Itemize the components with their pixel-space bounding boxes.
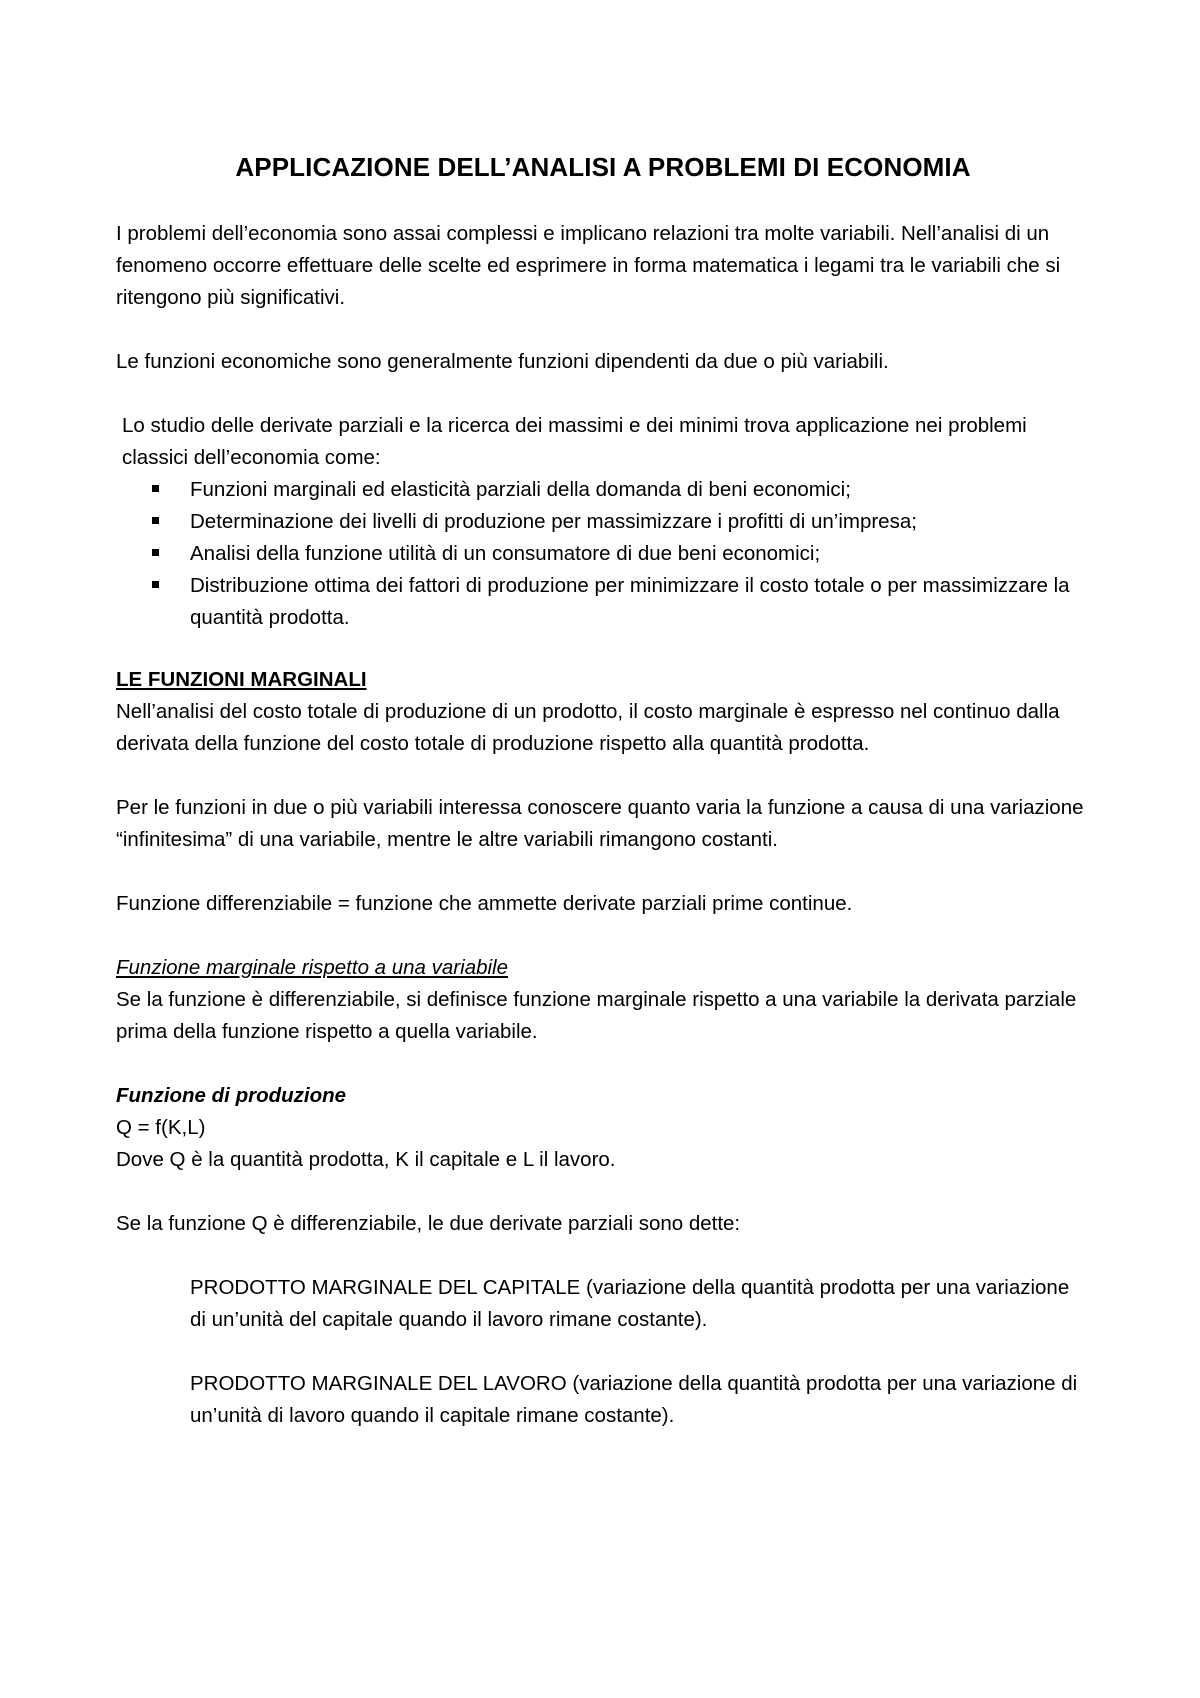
- list-item: Determinazione dei livelli di produzione per massimizzare i profitti di un’impresa;: [190, 506, 1090, 538]
- intro-paragraph-3: Lo studio delle derivate parziali e la ricerca dei massimi e dei minimi trova applicazione nei problemi classici dell’economia come:: [122, 414, 1027, 469]
- marginal-product-labor: PRODOTTO MARGINALE DEL LAVORO (variazione della quantità prodotta per una variazione di un’unità di lavoro quando il capitale rimane costante).: [190, 1372, 1078, 1427]
- section-heading-marginale-variabile: Funzione marginale rispetto a una variabile: [116, 956, 509, 979]
- intro-paragraph-1: I problemi dell’economia sono assai complessi e implicano relazioni tra molte variabili. Nell’analisi di un fenomeno occorre effettuare delle scelte ed esprimere in forma matematica i legami tra le variabili che si ritengono più significativi.: [116, 222, 1061, 309]
- list-item: Analisi della funzione utilità di un consumatore di due beni economici;: [190, 538, 1090, 570]
- marginale-variabile-paragraph: Se la funzione è differenziabile, si definisce funzione marginale rispetto a una variabile la derivata parziale prima della funzione rispetto a quella variabile.: [116, 988, 1077, 1043]
- section-heading-marginali: LE FUNZIONI MARGINALI: [116, 668, 367, 691]
- page-title: APPLICAZIONE DELL’ANALISI A PROBLEMI DI ECONOMIA: [235, 152, 971, 182]
- marginali-paragraph-3: Funzione differenziabile = funzione che ammette derivate parziali prime continue.: [116, 892, 853, 915]
- list-item: Funzioni marginali ed elasticità parziali della domanda di beni economici;: [190, 474, 1090, 506]
- production-formula: Q = f(K,L): [116, 1116, 206, 1139]
- marginali-paragraph-2: Per le funzioni in due o più variabili interessa conoscere quanto varia la funzione a causa di una variazione “infinitesima” di una variabile, mentre le altre variabili rimangono costanti.: [116, 796, 1084, 851]
- production-paragraph: Se la funzione Q è differenziabile, le due derivate parziali sono dette:: [116, 1212, 741, 1235]
- list-item: Distribuzione ottima dei fattori di produzione per minimizzare il costo totale o per massimizzare la quantità prodotta.: [190, 570, 1090, 634]
- section-heading-produzione: Funzione di produzione: [116, 1084, 347, 1107]
- marginal-product-capital: PRODOTTO MARGINALE DEL CAPITALE (variazione della quantità prodotta per una variazione di un’unità del capitale quando il lavoro rimane costante).: [190, 1276, 1070, 1331]
- intro-paragraph-2: Le funzioni economiche sono generalmente funzioni dipendenti da due o più variabili.: [116, 350, 889, 373]
- applications-list: [116, 474, 1090, 634]
- marginali-paragraph-1: Nell’analisi del costo totale di produzione di un prodotto, il costo marginale è espresso nel continuo dalla derivata della funzione del costo totale di produzione rispetto alla quantità prodotta.: [116, 700, 1060, 755]
- production-definition: Dove Q è la quantità prodotta, K il capitale e L il lavoro.: [116, 1148, 616, 1171]
